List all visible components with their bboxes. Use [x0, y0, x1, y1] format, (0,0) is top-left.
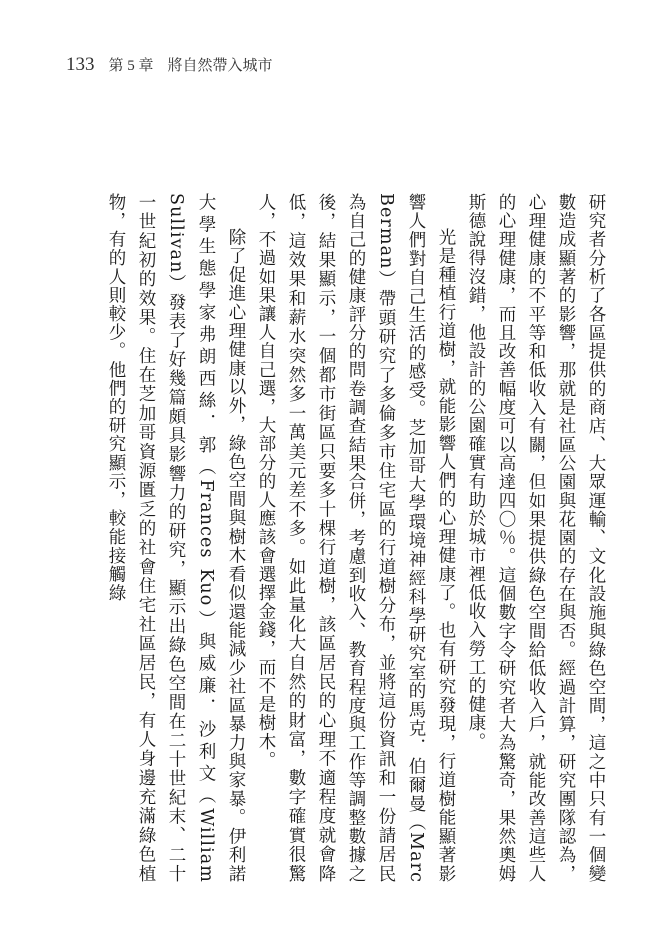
chapter-label: 第 5 章 [108, 58, 154, 74]
paragraph-3: 除了促進心理健康以外，綠色空間與樹木看似還能減少社區暴力與家暴。伊利諾大學生態學家弗朗西絲．郭（Frances Kuo）與威廉．沙利文（William Sullivan）發表了好幾篇頗具影響力的研究，顯示出綠色空間在二十世紀末、二十一世紀初的效果。住在芝加哥資源匱乏的社會住宅社區居民，有人身邊充滿綠色植物，有的人則較少。他們的研究顯示，較能接觸綠 [106, 193, 246, 883]
page-number: 133 [66, 54, 95, 75]
paragraph-2: 光是種植行道樹，就能影響人們的心理健康了。也有研究發現，行道樹能顯著影響人們對自己生活的感受。芝加哥大學環境神經科學研究室的馬克．伯爾曼（Marc Berman）帶頭研究了多倫多市住宅區的行道樹分布，並將這份資訊和一份請居民為自己的健康評分的問卷調查結果合併，考慮到收入、教育程度與工作等調整數據之後，結果顯示，一個都市街區只要多十棵行道樹，該區居民的心理不適程度就會降低，這效果和薪水突然多一萬美元差不多。如此量化大自然的財富，數字確實很驚人，不過如果讓人自己選，大部分的人應該會選擇金錢，而不是樹木。 [256, 193, 456, 883]
paragraph-1: 研究者分析了各區提供的商店、大眾運輸、文化設施與綠色空間，這之中只有一個變數造成顯著的影響，那就是社區公園與花園的存在與否。經過計算，研究團隊認為，心理健康的不平等和低收入有關，但如果提供綠色空間給低收入戶，就能改善這些人的心理健康，而且改善幅度可以高達四〇％。這個數字令研究者大為驚奇，果然奧姆斯德說得沒錯，他設計的公園確實有助於城市裡低收入勞工的健康。 [466, 193, 606, 883]
chapter-title: 將自然帶入城市 [167, 58, 273, 74]
running-header [66, 54, 273, 76]
body-text [51, 193, 611, 883]
